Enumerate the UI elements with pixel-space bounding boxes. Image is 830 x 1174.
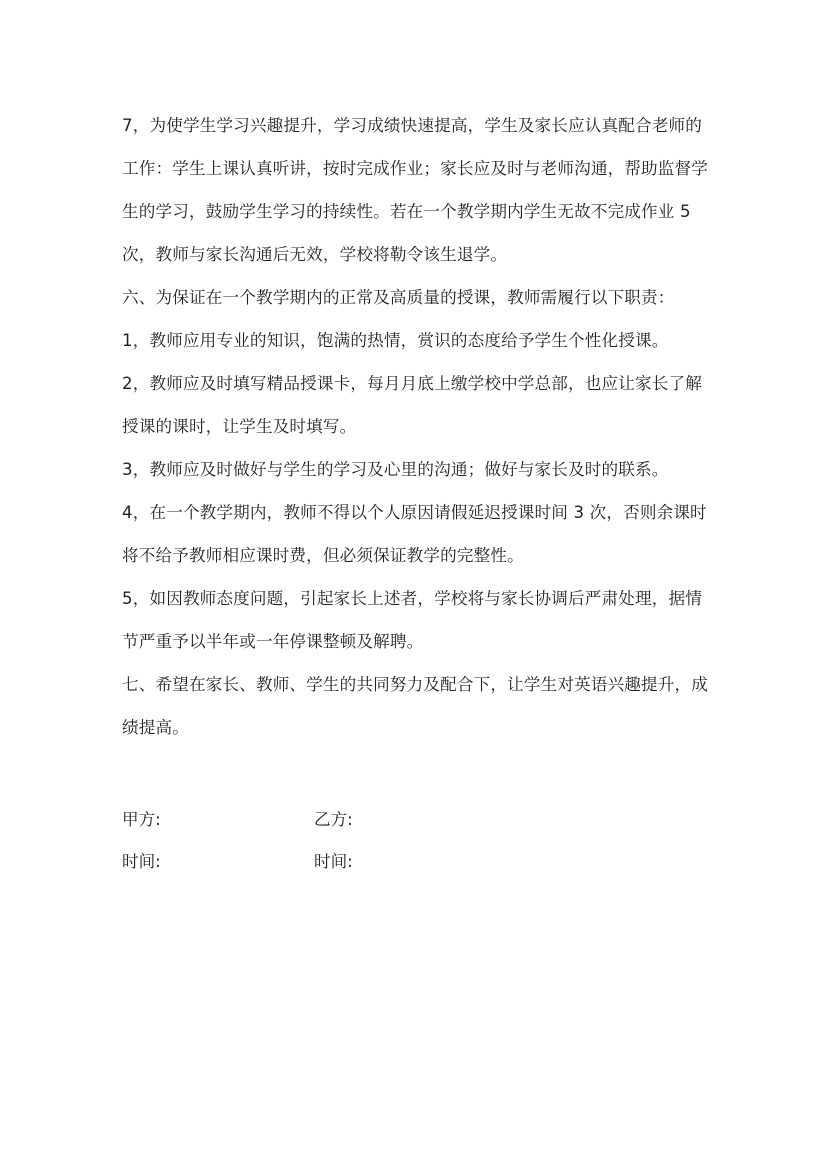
text-line: 工作：学生上课认真听讲，按时完成作业；家长应及时与老师沟通，帮助监督学 (122, 159, 709, 178)
text-line: 7，为使学生学习兴趣提升，学习成绩快速提高，学生及家长应认真配合老师的 (122, 116, 702, 135)
paragraph (122, 319, 722, 362)
document-body (122, 104, 722, 749)
text-line: 节严重予以半年或一年停课整顿及解聘。 (122, 632, 424, 651)
text-line: 4，在一个教学期内，教师不得以个人原因请假延迟授课时间 3 次，否则余课时 (122, 503, 707, 522)
text-line: 5，如因教师态度问题，引起家长上述者，学校将与家长协调后严肃处理，据情 (122, 589, 702, 608)
signature-row-parties (122, 810, 353, 830)
paragraph (122, 577, 722, 663)
text-line: 将不给予教师相应课时费，但必须保证教学的完整性。 (122, 546, 524, 565)
paragraph (122, 491, 722, 577)
paragraph (122, 362, 722, 448)
party-a-label: 甲方: (122, 810, 161, 829)
text-line: 2，教师应及时填写精品授课卡，每月月底上缴学校中学总部，也应让家长了解 (122, 374, 702, 393)
text-line: 生的学习，鼓励学生学习的持续性。若在一个教学期内学生无故不完成作业 5 (122, 202, 691, 221)
paragraph (122, 663, 722, 749)
paragraph (122, 104, 722, 276)
text-line: 六、为保证在一个教学期内的正常及高质量的授课，教师需履行以下职责： (122, 288, 675, 307)
text-line: 绩提高。 (122, 718, 189, 737)
text-line: 次，教师与家长沟通后无效，学校将勒令该生退学。 (122, 245, 508, 264)
time-a-label: 时间: (122, 852, 161, 871)
signature-row-times (122, 852, 353, 872)
text-line: 3，教师应及时做好与学生的学习及心里的沟通；做好与家长及时的联系。 (122, 460, 669, 479)
text-line: 授课的课时，让学生及时填写。 (122, 417, 357, 436)
paragraph (122, 276, 722, 319)
time-b-label: 时间: (314, 852, 353, 871)
text-line: 1，教师应用专业的知识，饱满的热情，赏识的态度给予学生个性化授课。 (122, 331, 669, 350)
text-line: 七、希望在家长、教师、学生的共同努力及配合下，让学生对英语兴趣提升，成 (122, 675, 709, 694)
paragraph (122, 448, 722, 491)
party-b-label: 乙方: (314, 810, 353, 829)
